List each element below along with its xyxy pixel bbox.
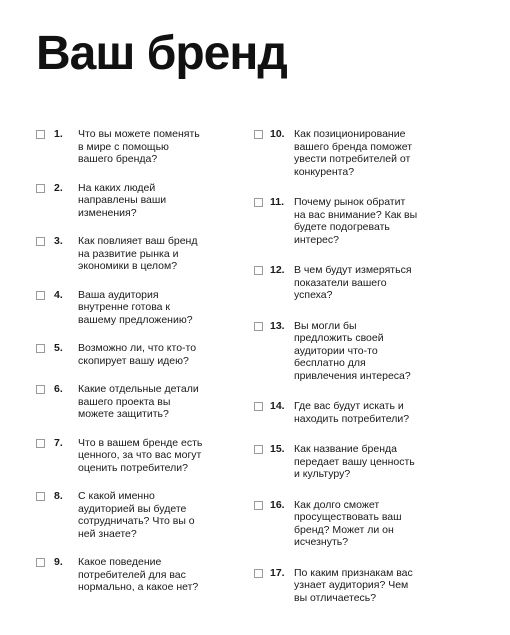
question-text: Где вас будут искать и находить потребители? xyxy=(294,400,410,425)
checkbox[interactable] xyxy=(36,291,45,300)
question-number: 4. xyxy=(54,288,63,301)
question-item xyxy=(36,437,258,475)
questions-column-right xyxy=(254,128,476,622)
question-text: Как долго сможет просуществовать ваш бренд? Может ли он исчезнуть? xyxy=(294,498,402,548)
question-item xyxy=(254,567,476,605)
question-number: 15. xyxy=(270,443,285,455)
question-text: Возможно ли, что кто-то скопирует вашу идею? xyxy=(78,342,197,367)
question-text: Как повлияет ваш бренд на развитие рынка и экономики в целом? xyxy=(78,235,198,272)
checkbox[interactable] xyxy=(36,439,45,448)
checkbox[interactable] xyxy=(254,266,263,275)
question-text: Вы могли бы предложить своей аудитории что-то бесплатно для привлечения интереса? xyxy=(294,319,411,382)
checkbox[interactable] xyxy=(254,501,263,510)
question-text: Как позиционирование вашего бренда поможет увести потребителей от конкурента? xyxy=(294,128,413,178)
question-item xyxy=(36,235,258,273)
checkbox[interactable] xyxy=(254,198,263,207)
question-item xyxy=(36,289,258,327)
question-number: 12. xyxy=(270,264,285,276)
question-text: Ваша аудитория внутренне готова к вашему предложению? xyxy=(78,288,193,326)
checkbox[interactable] xyxy=(36,385,45,394)
checkbox[interactable] xyxy=(36,558,45,567)
question-item xyxy=(36,383,258,421)
question-text: На каких людей направлены ваши изменения? xyxy=(78,181,167,219)
question-text: Что в вашем бренде есть ценного, за что вас могут оценить потребители? xyxy=(78,436,203,474)
question-text: По каким признакам вас узнает аудитория? Чем вы отличаетесь? xyxy=(294,566,413,604)
question-number: 7. xyxy=(54,436,63,449)
question-text: В чем будут измеряться показатели вашего успеха? xyxy=(294,264,412,301)
question-item xyxy=(254,128,476,178)
question-number: 13. xyxy=(270,319,285,332)
question-item xyxy=(254,264,476,302)
question-item xyxy=(36,182,258,220)
question-number: 6. xyxy=(54,383,63,395)
checkbox[interactable] xyxy=(36,184,45,193)
question-item xyxy=(254,320,476,383)
page-title: Ваш бренд xyxy=(36,27,287,80)
question-text: Как название бренда передает вашу ценность и культуру? xyxy=(294,443,415,480)
questions-column-left xyxy=(36,128,258,610)
question-item xyxy=(36,556,258,594)
question-number: 10. xyxy=(270,128,285,140)
question-number: 16. xyxy=(270,498,285,511)
checkbox[interactable] xyxy=(36,344,45,353)
checkbox[interactable] xyxy=(254,569,263,578)
question-number: 9. xyxy=(54,556,63,568)
checkbox[interactable] xyxy=(36,237,45,246)
question-text: С какой именно аудиторией вы будете сотрудничать? Что вы о ней знаете? xyxy=(78,490,195,540)
checkbox[interactable] xyxy=(254,402,263,411)
question-number: 14. xyxy=(270,400,285,412)
question-number: 3. xyxy=(54,235,63,247)
question-item xyxy=(254,443,476,481)
question-item xyxy=(36,490,258,540)
checkbox[interactable] xyxy=(36,492,45,501)
question-number: 11. xyxy=(270,196,285,208)
question-item xyxy=(36,342,258,367)
question-number: 17. xyxy=(270,566,285,579)
question-text: Почему рынок обратит на вас внимание? Как вы будете подогревать интерес? xyxy=(294,196,418,246)
checkbox[interactable] xyxy=(254,130,263,139)
checkbox[interactable] xyxy=(36,130,45,139)
question-text: Какое поведение потребителей для вас нормально, а какое нет? xyxy=(78,556,199,593)
question-text: Что вы можете поменять в мире с помощью вашего бренда? xyxy=(78,128,200,165)
question-text: Какие отдельные детали вашего проекта вы можете защитить? xyxy=(78,383,199,420)
question-item xyxy=(254,499,476,549)
question-number: 2. xyxy=(54,181,63,194)
question-number: 1. xyxy=(54,128,63,140)
question-number: 8. xyxy=(54,490,63,502)
question-number: 5. xyxy=(54,342,63,354)
question-item xyxy=(254,400,476,425)
checkbox[interactable] xyxy=(254,322,263,331)
question-item xyxy=(36,128,258,166)
question-item xyxy=(254,196,476,246)
checkbox[interactable] xyxy=(254,445,263,454)
